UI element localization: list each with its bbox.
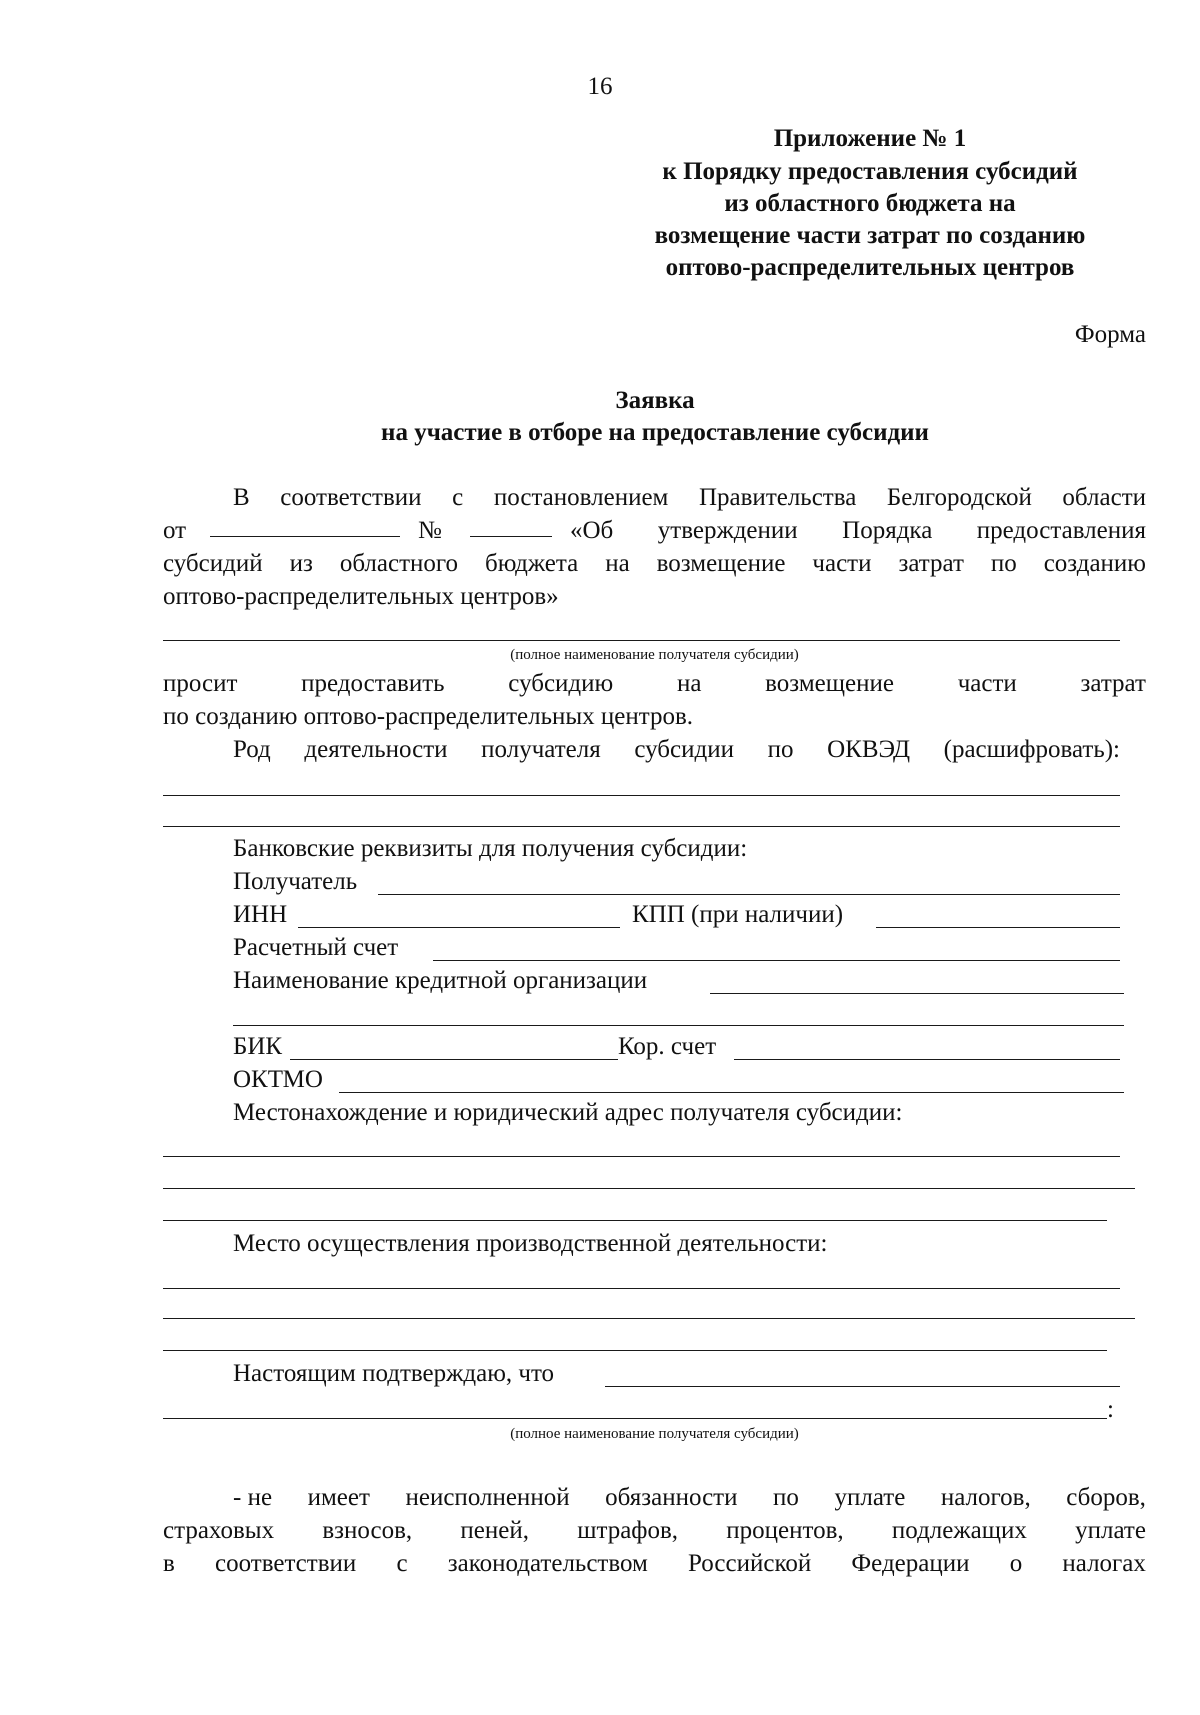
appendix-line: возмещение части затрат по созданию <box>654 222 1086 249</box>
kpp-field[interactable] <box>876 927 1120 928</box>
document-subtitle: на участие в отборе на предоставление субсидии <box>381 419 929 446</box>
kpp-label: КПП (при наличии) <box>632 901 844 928</box>
recipient-field[interactable] <box>378 894 1120 895</box>
activity-field-line-1[interactable] <box>163 795 1120 796</box>
intro-line-1: В соответствии с постановлением Правительства Белгородской области <box>233 484 1146 511</box>
credit-org-label: Наименование кредитной организации <box>233 967 648 994</box>
recipient-label: Получатель <box>233 868 358 895</box>
production-label: Место осуществления производственной деятельности: <box>233 1230 828 1257</box>
oktmo-label: ОКТМО <box>233 1066 323 1093</box>
address-label: Местонахождение и юридический адрес получателя субсидии: <box>233 1099 903 1126</box>
account-field[interactable] <box>433 960 1120 961</box>
confirm-field[interactable] <box>605 1386 1120 1387</box>
corr-account-field[interactable] <box>734 1059 1120 1060</box>
inn-field[interactable] <box>298 927 620 928</box>
oktmo-field[interactable] <box>339 1092 1124 1093</box>
bank-heading: Банковские реквизиты для получения субсидии: <box>233 835 748 862</box>
number-field[interactable] <box>470 514 552 537</box>
intro-line-2-rest: «Об утверждении Порядка предоставления <box>570 517 1146 544</box>
production-field-line-2[interactable] <box>163 1318 1135 1319</box>
obligations-line-1: - не имеет неисполненной обязанности по уплате налогов, сборов, <box>233 1484 1146 1511</box>
address-field-line-3[interactable] <box>163 1220 1107 1221</box>
activity-field-line-2[interactable] <box>163 826 1120 827</box>
credit-org-field[interactable] <box>710 993 1124 994</box>
intro-line-3: субсидий из областного бюджета на возмещение части затрат по созданию <box>163 550 1146 577</box>
credit-org-field-2[interactable] <box>233 1025 1124 1026</box>
form-label: Форма <box>1074 321 1146 348</box>
obligations-line-2: страховых взносов, пеней, штрафов, процентов, подлежащих уплате <box>163 1517 1146 1544</box>
page-number: 16 <box>587 73 613 100</box>
account-label: Расчетный счет <box>233 934 399 961</box>
from-label: от <box>163 517 187 544</box>
bik-field[interactable] <box>290 1059 618 1060</box>
address-field-line-1[interactable] <box>163 1156 1120 1157</box>
recipient-name-caption: (полное наименование получателя субсидии) <box>510 647 799 663</box>
appendix-line: оптово-распределительных центров <box>665 254 1075 281</box>
number-label: № <box>418 517 442 544</box>
request-line-2: по созданию оптово-распределительных центров. <box>163 703 694 730</box>
appendix-line: к Порядку предоставления субсидий <box>662 158 1078 185</box>
obligations-line-3: в соответствии с законодательством Российской Федерации о налогах <box>163 1550 1146 1577</box>
document-title: Заявка <box>615 387 695 414</box>
production-field-line-1[interactable] <box>163 1288 1120 1289</box>
intro-line-2 <box>163 514 1146 547</box>
activity-label: Род деятельности получателя субсидии по ОКВЭД (расшифровать): <box>233 736 1120 763</box>
confirm-label: Настоящим подтверждаю, что <box>233 1360 555 1387</box>
confirm-colon: : <box>1107 1396 1114 1423</box>
corr-account-label: Кор. счет <box>618 1033 717 1060</box>
appendix-line: из областного бюджета на <box>724 190 1016 217</box>
request-line-1: просит предоставить субсидию на возмещение части затрат <box>163 670 1146 697</box>
bik-label: БИК <box>233 1033 283 1060</box>
recipient-name-caption-2: (полное наименование получателя субсидии) <box>510 1426 799 1442</box>
production-field-line-3[interactable] <box>163 1350 1107 1351</box>
appendix-title: Приложение № 1 <box>773 125 967 152</box>
inn-label: ИНН <box>233 901 288 928</box>
intro-line-4: оптово-распределительных центров» <box>163 583 559 610</box>
confirm-field-2[interactable] <box>163 1418 1107 1419</box>
recipient-name-field[interactable] <box>163 640 1120 641</box>
address-field-line-2[interactable] <box>163 1188 1135 1189</box>
date-field[interactable] <box>210 514 400 537</box>
